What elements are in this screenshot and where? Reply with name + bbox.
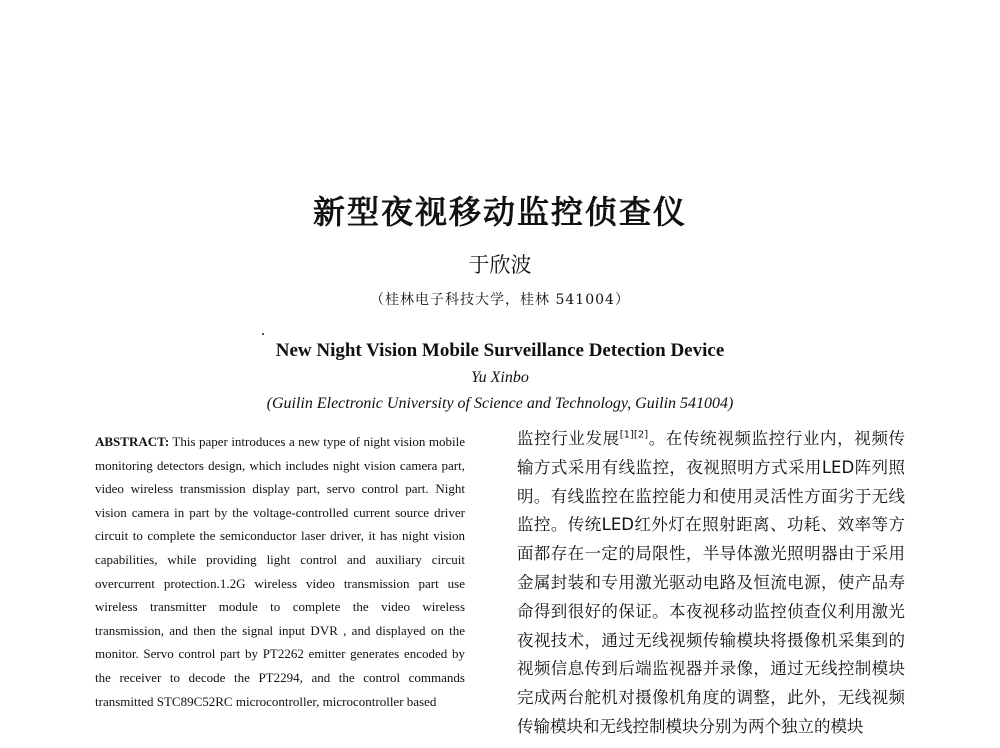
paper-title-cn: 新型夜视移动监控侦查仪 [312,193,687,231]
author-name-cn: 于欣波 [468,253,532,277]
citation-ref: [1][2] [619,429,649,441]
affiliation-cn: （桂林电子科技大学，桂林 541004） [370,292,630,308]
author-name-en: Yu Xinbo [471,369,529,386]
abstract-column [95,430,465,748]
affiliation-en: (Guilin Electronic University of Science and Technology, Guilin 541004) [266,395,734,412]
paper-title-en: New Night Vision Mobile Surveillance Detection Device [275,340,725,361]
abstract-label: ABSTRACT: [95,434,170,449]
body-lead-cn: 监控行业发展 [517,429,620,448]
abstract-text: This paper introduces a new type of night vision mobile monitoring detectors design, which includes night vision camera part, video wireless transmission display part, servo control part. Night vision camera in part by the voltage-controlled current source driver circuit to complete the semiconductor laser driver, it has night vision capabilities, while providing light control and auxiliary circuit overcurrent protection.1.2G wireless video transmission part use wireless transmitter module to complete the video wireless transmission, and then the signal input DVR , and displayed on the monitor. Servo control part by PT2262 emitter generates encoded by the receiver to decode the PT2294, and the control commands transmitted STC89C52RC microcontroller, microcontroller based [95,434,465,709]
scan-speck [262,333,264,335]
body-text-cn: 。在传统视频监控行业内，视频传输方式采用有线监控，夜视照明方式采用LED阵列照明。有线监控在监控能力和使用灵活性方面劣于无线监控。传统LED红外灯在照射距离、功耗、效率等方面都存在一定的局限性，半导体激光照明器由于采用金属封装和专用激光驱动电路及恒流电源，使产品寿命得到很好的保证。本夜视移动监控侦查仪利用激光夜视技术，通过无线视频传输模块将摄像机采集到的视频信息传到后端监视器并录像，通过无线控制模块完成两台舵机对摄像机角度的调整，此外，无线视频传输模块和无线控制模块分别为两个独立的模块 [517,429,905,736]
body-column-cn [517,425,905,748]
